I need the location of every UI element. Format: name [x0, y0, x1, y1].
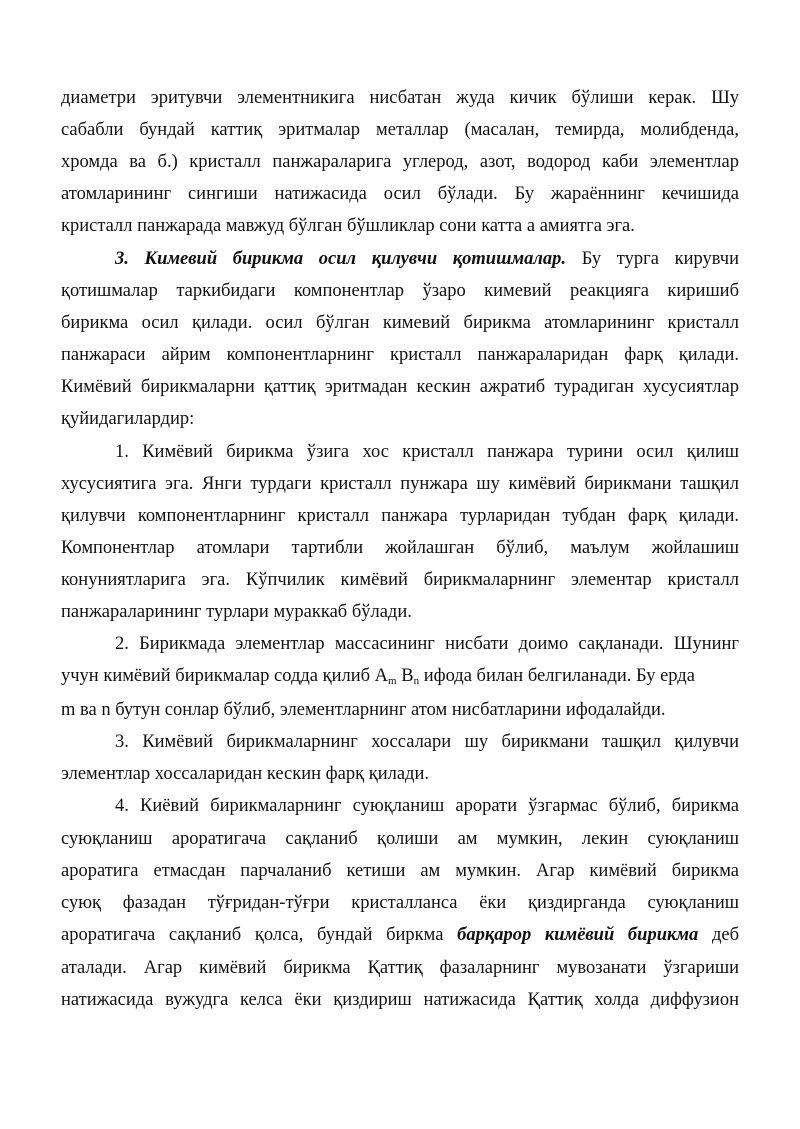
text-line: қилувчи компонентларнинг кристалл панжара турларидан тубдан фарқ қилади. [61, 506, 739, 526]
text-line: панжараси айрим компонентларнинг кристалл панжараларидан фарқ қилади. [61, 345, 739, 365]
list-item-2-line: 2. Бирикмада элементлар массасининг нисбати доимо сақланади. Шунинг [115, 634, 739, 654]
text-line: сабабли бундай каттиқ эритмалар металлар (масалан, темирда, молибденда, [61, 120, 739, 140]
text-line: ароратига етмасдан парчаланиб кетиши ам мумкин. Агар кимёвий бирикма [61, 861, 739, 881]
formula-line [61, 664, 739, 688]
text-line: кристалл панжарада мавжуд бўлган бўшликлар сони катта а амиятга эга. [61, 216, 635, 236]
heading-continuation: Бу турга кирувчи [566, 249, 739, 269]
text-line: натижасида вужудга келса ёки қиздириш натижасида Қаттиқ холда диффузион [61, 990, 739, 1010]
list-item-3-line: 3. Кимёвий бирикмаларнинг хоссалари шу бирикмани ташқил қилувчи [115, 732, 739, 752]
text-line: m ва n бутун сонлар бўлиб, элементларнинг атом нисбатларини ифодалайди. [61, 700, 666, 720]
section-heading-line [115, 247, 739, 271]
list-item-4-line: 4. Киёвий бирикмаларнинг суюқланиш арорати ўзгармас бўлиб, бирикма [115, 796, 739, 816]
term-text-before: ароратигача сақланиб қолса, бундай биркма [61, 925, 458, 945]
subscript-m: m [388, 675, 397, 687]
subscript-n: n [413, 675, 420, 687]
text-line: суюқланиш ароратигача сақланиб қолиши ам мумкин, лекин суюқланиш [61, 829, 739, 849]
formula-text-before: учун кимёвий бирикмалар содда қилиб A [61, 666, 389, 686]
text-line: конуниятларига эга. Кўпчилик кимёвий бирикмаларнинг элементар кристалл [61, 570, 739, 590]
text-line: хусусиятига эга. Янги турдаги кристалл пунжара шу кимёвий бирикмани ташқил [61, 474, 739, 494]
formula-text-mid: B [396, 666, 414, 686]
text-line: атомларининг сингиши натижасида осил бўлади. Бу жараённинг кечишида [61, 184, 739, 204]
formula-text-after: ифода билан белгиланади. Бу ерда [419, 666, 695, 686]
text-line: қотишмалар таркибидаги компонентлар ўзаро кимевий реакцияга киришиб [61, 281, 739, 301]
list-item-1-line: 1. Кимёвий бирикма ўзига хос кристалл панжара турини осил қилиш [115, 442, 739, 462]
section-heading: 3. Кимевий бирикма осил қилувчи қотишмалар. [115, 249, 567, 269]
text-line: аталади. Агар кимёвий бирикма Қаттиқ фазаларнинг мувозанати ўзгариши [61, 958, 739, 978]
text-line: Кимёвий бирикмаларни қаттиқ эритмадан кескин ажратиб турадиган хусусиятлар [61, 377, 739, 397]
text-line: диаметри эритувчи элементникига нисбатан жуда кичик бўлиши керак. Шу [61, 88, 739, 108]
text-line: панжараларининг турлари мураккаб бўлади. [61, 602, 412, 622]
text-line: Компонентлар атомлари тартибли жойлашган бўлиб, маълум жойлашиш [61, 538, 739, 558]
bold-term-line [61, 923, 739, 947]
text-line: элементлар хоссаларидан кескин фарқ қилади. [61, 764, 429, 784]
bold-term: барқарор кимёвий бирикма [457, 925, 699, 945]
text-line: бирикма осил қилади. осил бўлган кимевий бирикма атомларининг кристалл [61, 313, 739, 333]
text-line: суюқ фазадан тўғридан-тўғри кристалланса ёки қиздирганда суюқланиш [61, 893, 739, 913]
term-text-after: деб [698, 925, 739, 945]
text-line: қуйидагилардир: [61, 409, 195, 429]
text-line: хромда ва б.) кристалл панжараларига углерод, азот, водород каби элементлар [61, 152, 739, 172]
